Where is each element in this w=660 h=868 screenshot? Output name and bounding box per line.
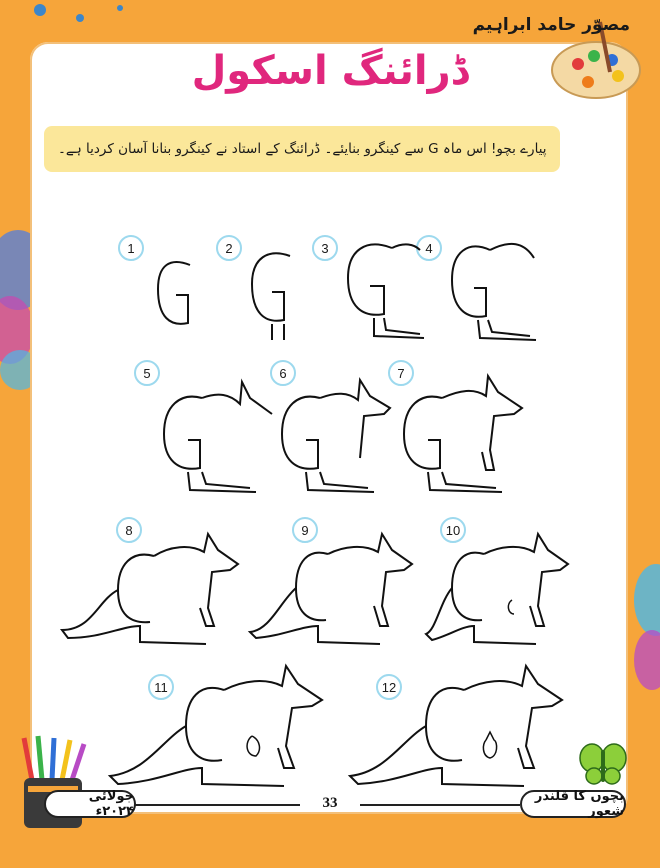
kangaroo-step-7 <box>398 372 528 502</box>
footer-rule-left <box>134 804 300 806</box>
page-title: ڈرائنگ اسکول <box>191 48 469 94</box>
step-number: 8 <box>116 517 142 543</box>
kangaroo-step-9 <box>246 530 416 650</box>
paint-splash-top <box>20 0 140 40</box>
kangaroo-step-1 <box>150 255 200 335</box>
kangaroo-step-5 <box>158 378 278 498</box>
kangaroo-step-2 <box>244 248 304 348</box>
step-number: 9 <box>292 517 318 543</box>
magazine-name-badge: بچوں کا قلندر شعور <box>520 790 626 818</box>
artist-credit: مصوّر حامد ابراہیم <box>472 15 630 35</box>
butterfly-icon <box>578 742 628 786</box>
issue-date-badge: جولائی ۲۰۲۴ء <box>44 790 136 818</box>
page-number: 33 <box>322 795 338 811</box>
step-number: 11 <box>148 674 174 700</box>
step-number: 7 <box>388 360 414 386</box>
footer-rule-right <box>360 804 520 806</box>
kangaroo-step-10 <box>422 530 572 650</box>
step-number: 5 <box>134 360 160 386</box>
step-number: 10 <box>440 517 466 543</box>
step-number: 3 <box>312 235 338 261</box>
step-number: 4 <box>416 235 442 261</box>
kangaroo-step-8 <box>58 530 248 650</box>
step-number: 6 <box>270 360 296 386</box>
step-number: 12 <box>376 674 402 700</box>
step-number: 2 <box>216 235 242 261</box>
kangaroo-step-12 <box>346 660 582 790</box>
kangaroo-step-6 <box>276 378 396 498</box>
instruction-note: پیارے بچو! اس ماہ G سے کینگرو بنایئے۔ ڈرائنگ کے استاد نے کینگرو بنانا آسان کردیا ہے۔ <box>44 126 560 172</box>
step-number: 1 <box>118 235 144 261</box>
kangaroo-step-4 <box>444 238 544 348</box>
kangaroo-step-11 <box>106 660 342 790</box>
paint-splash-right <box>626 560 660 710</box>
kangaroo-step-3 <box>340 238 430 348</box>
